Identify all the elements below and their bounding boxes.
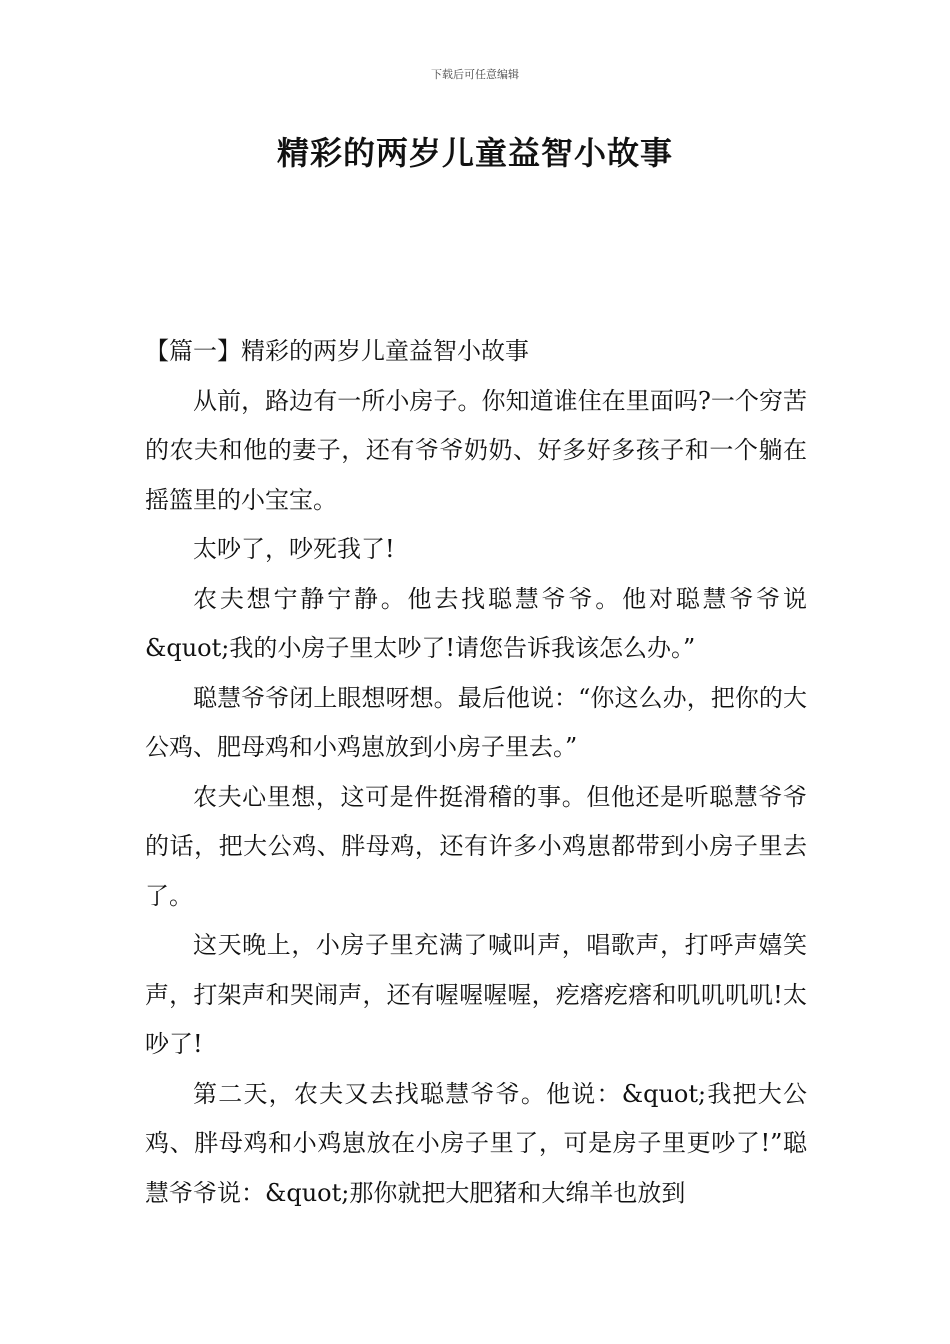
paragraph-6: 这天晚上，小房子里充满了喊叫声，唱歌声，打呼声嬉笑声，打架声和哭闹声，还有喔喔喔喔，疙瘩疙瘩和叽叽叽叽!太吵了! [145, 931, 807, 1058]
paragraph-4: 聪慧爷爷闭上眼想呀想。最后他说：“你这么办，把你的大公鸡、肥母鸡和小鸡崽放到小房子里去。” [145, 683, 807, 761]
document-body [145, 327, 807, 1218]
paragraph-1: 从前，路边有一所小房子。你知道谁住在里面吗?一个穷苦的农夫和他的妻子，还有爷爷奶奶、好多好多孩子和一个躺在摇篮里的小宝宝。 [145, 386, 807, 514]
section-heading: 【篇一】精彩的两岁儿童益智小故事 [145, 337, 529, 365]
paragraph-2: 太吵了，吵死我了! [193, 535, 395, 563]
paragraph-3: 农夫想宁静宁静。他去找聪慧爷爷。他对聪慧爷爷说&quot;我的小房子里太吵了!请您告诉我该怎么办。” [145, 584, 807, 662]
paragraph-5: 农夫心里想，这可是件挺滑稽的事。但他还是听聪慧爷爷的话，把大公鸡、胖母鸡，还有许多小鸡崽都带到小房子里去了。 [145, 782, 807, 910]
page-header-note: 下载后可任意编辑 [431, 68, 519, 81]
paragraph-7: 第二天，农夫又去找聪慧爷爷。他说：&quot;我把大公鸡、胖母鸡和小鸡崽放在小房子里了，可是房子里更吵了!”聪慧爷爷说：&quot;那你就把大肥猪和大绵羊也放到 [145, 1079, 807, 1207]
document-title: 精彩的两岁儿童益智小故事 [276, 134, 673, 172]
